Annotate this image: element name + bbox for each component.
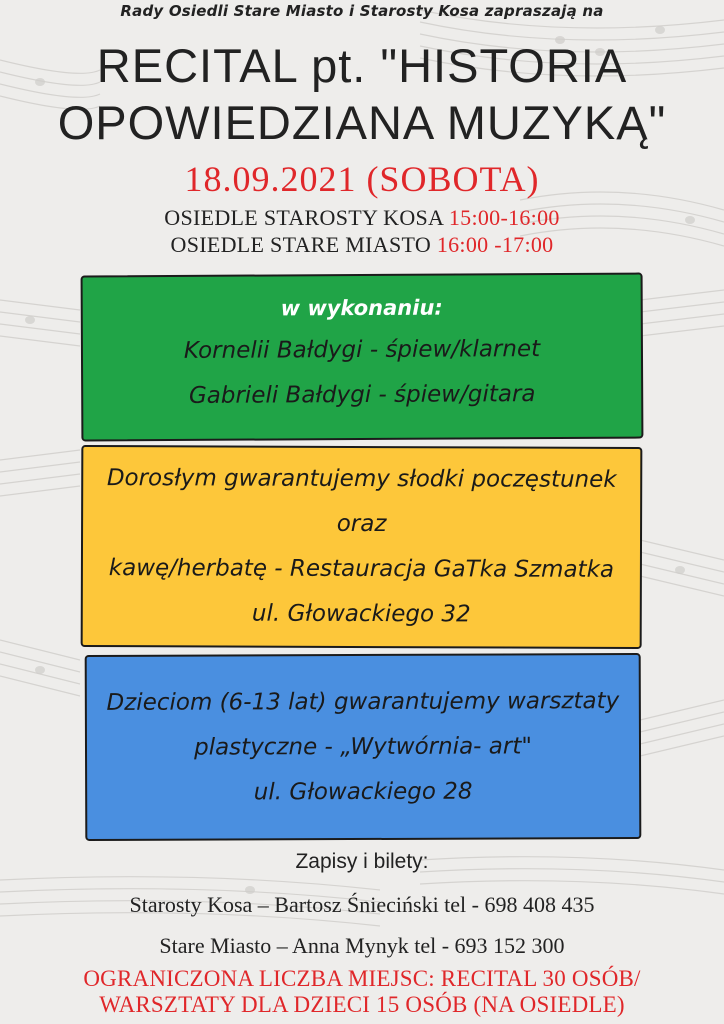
intro-text: Rady Osiedli Stare Miasto i Starosty Kosa zapraszają na <box>120 2 604 20</box>
performers-box <box>81 273 644 442</box>
schedule-row-1 <box>0 205 724 231</box>
registration-heading: Zapisy i bilety: <box>295 850 429 873</box>
schedule-time: 15:00-16:00 <box>448 205 560 230</box>
schedule-time: 16:00 -17:00 <box>436 232 554 257</box>
adults-line: Dorosłym gwarantujemy słodki poczęstunek oraz <box>106 465 617 538</box>
title-line-2: OPOWIEDZIANA MUZYKĄ" <box>57 96 667 149</box>
contact-line: Stare Miasto – Anna Mynyk tel - 693 152 300 <box>159 933 565 958</box>
adults-line: ul. Głowackiego 32 <box>251 600 471 628</box>
schedule-place: OSIEDLE STARE MIASTO <box>170 232 432 257</box>
contact-line: Starosty Kosa – Bartosz Śnieciński tel - 698 408 435 <box>129 892 595 917</box>
adults-line: kawę/herbatę - Restauracja GaTka Szmatka <box>108 555 615 583</box>
children-line: ul. Głowackiego 28 <box>253 778 473 805</box>
children-box <box>85 653 642 841</box>
limited-seats-notice-line-1: OGRANICZONA LICZBA MIEJSC: RECITAL 30 OSÓB/ <box>83 966 641 991</box>
performers-heading: w wykonaniu: <box>280 295 443 321</box>
performer-line: Kornelii Bałdygi - śpiew/klarnet <box>183 336 541 364</box>
performer-line: Gabrieli Bałdygi - śpiew/gitara <box>188 381 536 409</box>
schedule-row-2 <box>0 232 724 258</box>
event-date: 18.09.2021 (SOBOTA) <box>184 159 540 199</box>
limited-seats-notice-line-2: WARSZTATY DLA DZIECI 15 OSÓB (NA OSIEDLE) <box>99 992 625 1017</box>
schedule-place: OSIEDLE STAROSTY KOSA <box>164 205 444 230</box>
adults-box <box>81 445 643 649</box>
children-line: plastyczne - „Wytwórnia- art" <box>194 732 532 761</box>
children-line: Dzieciom (6-13 lat) gwarantujemy warsztaty <box>106 687 620 716</box>
title-line-1: RECITAL pt. "HISTORIA <box>96 39 628 92</box>
